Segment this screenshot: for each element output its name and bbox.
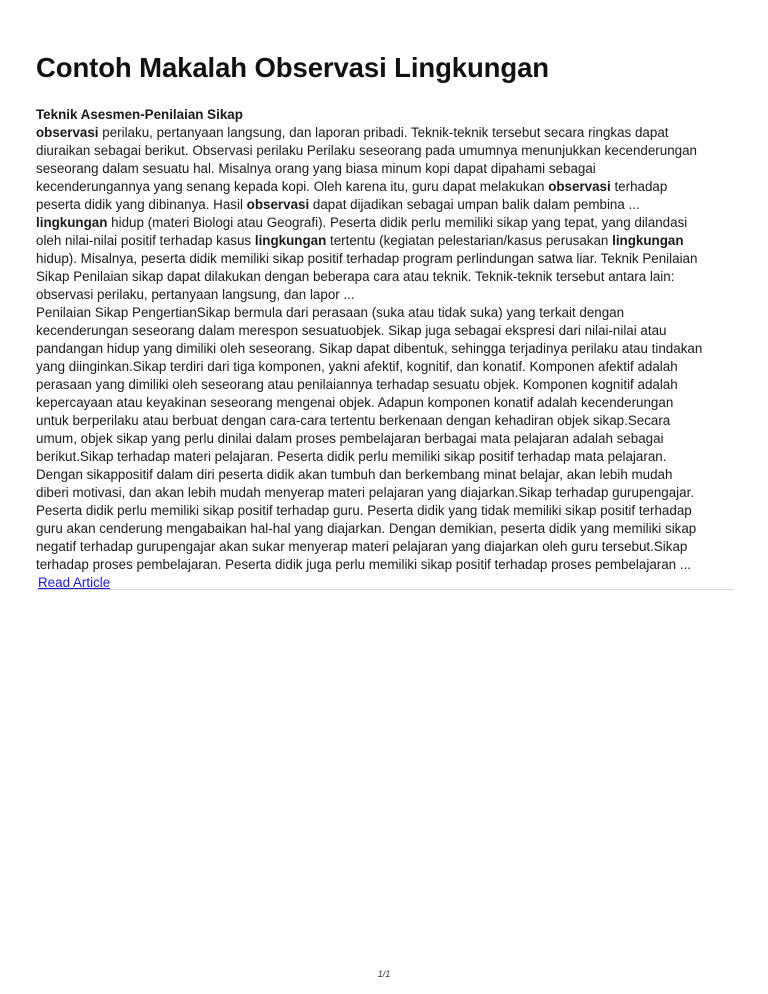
text-line (36, 232, 734, 250)
text-line: umum, objek sikap yang perlu dinilai dalam proses pembelajaran berbagai mata pelajaran adalah sebagai (36, 431, 664, 446)
text-line: diberi motivasi, dan akan lebih mudah menyerap materi pelajaran yang diajarkan.Sikap terhadap gurupengajar. (36, 485, 695, 500)
text-run: perilaku, pertanyaan langsung, dan laporan pribadi. Teknik-teknik tersebut secara ringkas dapat (98, 125, 669, 140)
text-run: hidup). Misalnya, peserta didik memiliki sikap positif terhadap program perlindungan satwa liar. Teknik Penilaian (36, 251, 698, 266)
keyword-highlight: observasi (36, 125, 99, 140)
text-line: guru akan cenderung mengabaikan hal-hal yang diajarkan. Dengan demikian, peserta didik yang memiliki sikap (36, 521, 697, 536)
keyword-highlight: lingkungan (254, 233, 327, 248)
text-run: Sikap Penilaian sikap dapat dilakukan dengan beberapa cara atau teknik. Teknik-teknik tersebut antara lain: (36, 269, 675, 284)
excerpt-paragraph-1 (36, 124, 734, 304)
text-run: peserta didik yang dibinanya. Hasil (36, 197, 247, 212)
text-run: tertentu (kegiatan pelestarian/kasus perusakan (326, 233, 613, 248)
text-line (36, 178, 734, 196)
text-line: perasaan yang dimiliki oleh seseorang atau penilaiannya terhadap sesuatu objek. Komponen kognitif adalah (36, 377, 678, 392)
text-line: berikut.Sikap terhadap materi pelajaran. Peserta didik perlu memiliki sikap positif terhadap mata pelajaran. (36, 449, 667, 464)
text-line: untuk berperilaku atau berbuat dengan cara-cara tertentu berkenaan dengan kehadiran objek sikap.Secara (36, 413, 671, 428)
text-line (36, 196, 734, 214)
text-line: negatif terhadap gurupengajar akan sukar menyerap materi pelajaran yang diajarkan oleh guru tersebut.Sikap (36, 539, 688, 554)
text-line: pandangan hidup yang dimiliki oleh seseorang. Sikap dapat dibentuk, sehingga terjadinya perilaku atau tindakan (36, 341, 703, 356)
text-run: diuraikan sebagai berikut. Observasi perilaku Perilaku seseorang pada umumnya menunjukkan kecenderungan (36, 143, 697, 158)
text-line: yang diinginkan.Sikap terdiri dari tiga komponen, yakni afektif, kognitif, dan konatif. Komponen afektif adalah (36, 359, 678, 374)
text-line: Dengan sikappositif dalam diri peserta didik akan tumbuh dan berkembang minat belajar, akan lebih mudah (36, 467, 673, 482)
text-line (36, 214, 734, 232)
excerpt-paragraph-2 (36, 304, 734, 574)
keyword-highlight: observasi (246, 197, 310, 212)
keyword-highlight: lingkungan (36, 215, 108, 230)
text-run: seseorang dalam sesuatu hal. Misalnya orang yang biasa minum kopi dapat dipahami sebagai (36, 161, 596, 176)
section-divider (36, 589, 734, 590)
section-heading: Teknik Asesmen-Penilaian Sikap (36, 107, 243, 122)
article-excerpt (36, 106, 734, 592)
keyword-highlight: observasi (548, 179, 611, 194)
text-run: oleh nilai-nilai positif terhadap kasus (36, 233, 255, 248)
text-line: Peserta didik perlu memiliki sikap positif terhadap guru. Peserta didik yang tidak memiliki sikap positif terhadap (36, 503, 692, 518)
text-line (36, 124, 734, 142)
text-line: kecenderungan seseorang dalam merespon sesuatuobjek. Sikap juga sebagai ekspresi dari nilai-nilai atau (36, 323, 667, 338)
text-line (36, 286, 734, 304)
text-line (36, 142, 734, 160)
text-run: hidup (materi Biologi atau Geografi). Peserta didik perlu memiliki sikap yang tepat, yang dilandasi (107, 215, 688, 230)
text-line: terhadap proses pembelajaran. Peserta didik juga perlu memiliki sikap positif terhadap proses pembelajaran ... (36, 557, 692, 572)
page-title: Contoh Makalah Observasi Lingkungan (36, 52, 549, 83)
text-line (36, 250, 734, 268)
text-line: Penilaian Sikap PengertianSikap bermula dari perasaan (suka atau tidak suka) yang terkait dengan (36, 305, 625, 320)
text-run: dapat dijadikan sebagai umpan balik dalam pembina ... (309, 197, 640, 212)
keyword-highlight: lingkungan (612, 233, 684, 248)
text-line (36, 160, 734, 178)
text-run: terhadap (610, 179, 668, 194)
text-line: kepercayaan atau keyakinan seseorang mengenai objek. Adapun komponen konatif adalah kecenderungan (36, 395, 674, 410)
text-run: observasi perilaku, pertanyaan langsung, dan lapor ... (36, 287, 355, 302)
page-number: 1/1 (377, 969, 391, 979)
text-line (36, 268, 734, 286)
read-article-link[interactable]: Read Article (38, 575, 111, 590)
text-run: kecenderungannya yang senang kepada kopi. Oleh karena itu, guru dapat melakukan (36, 179, 549, 194)
